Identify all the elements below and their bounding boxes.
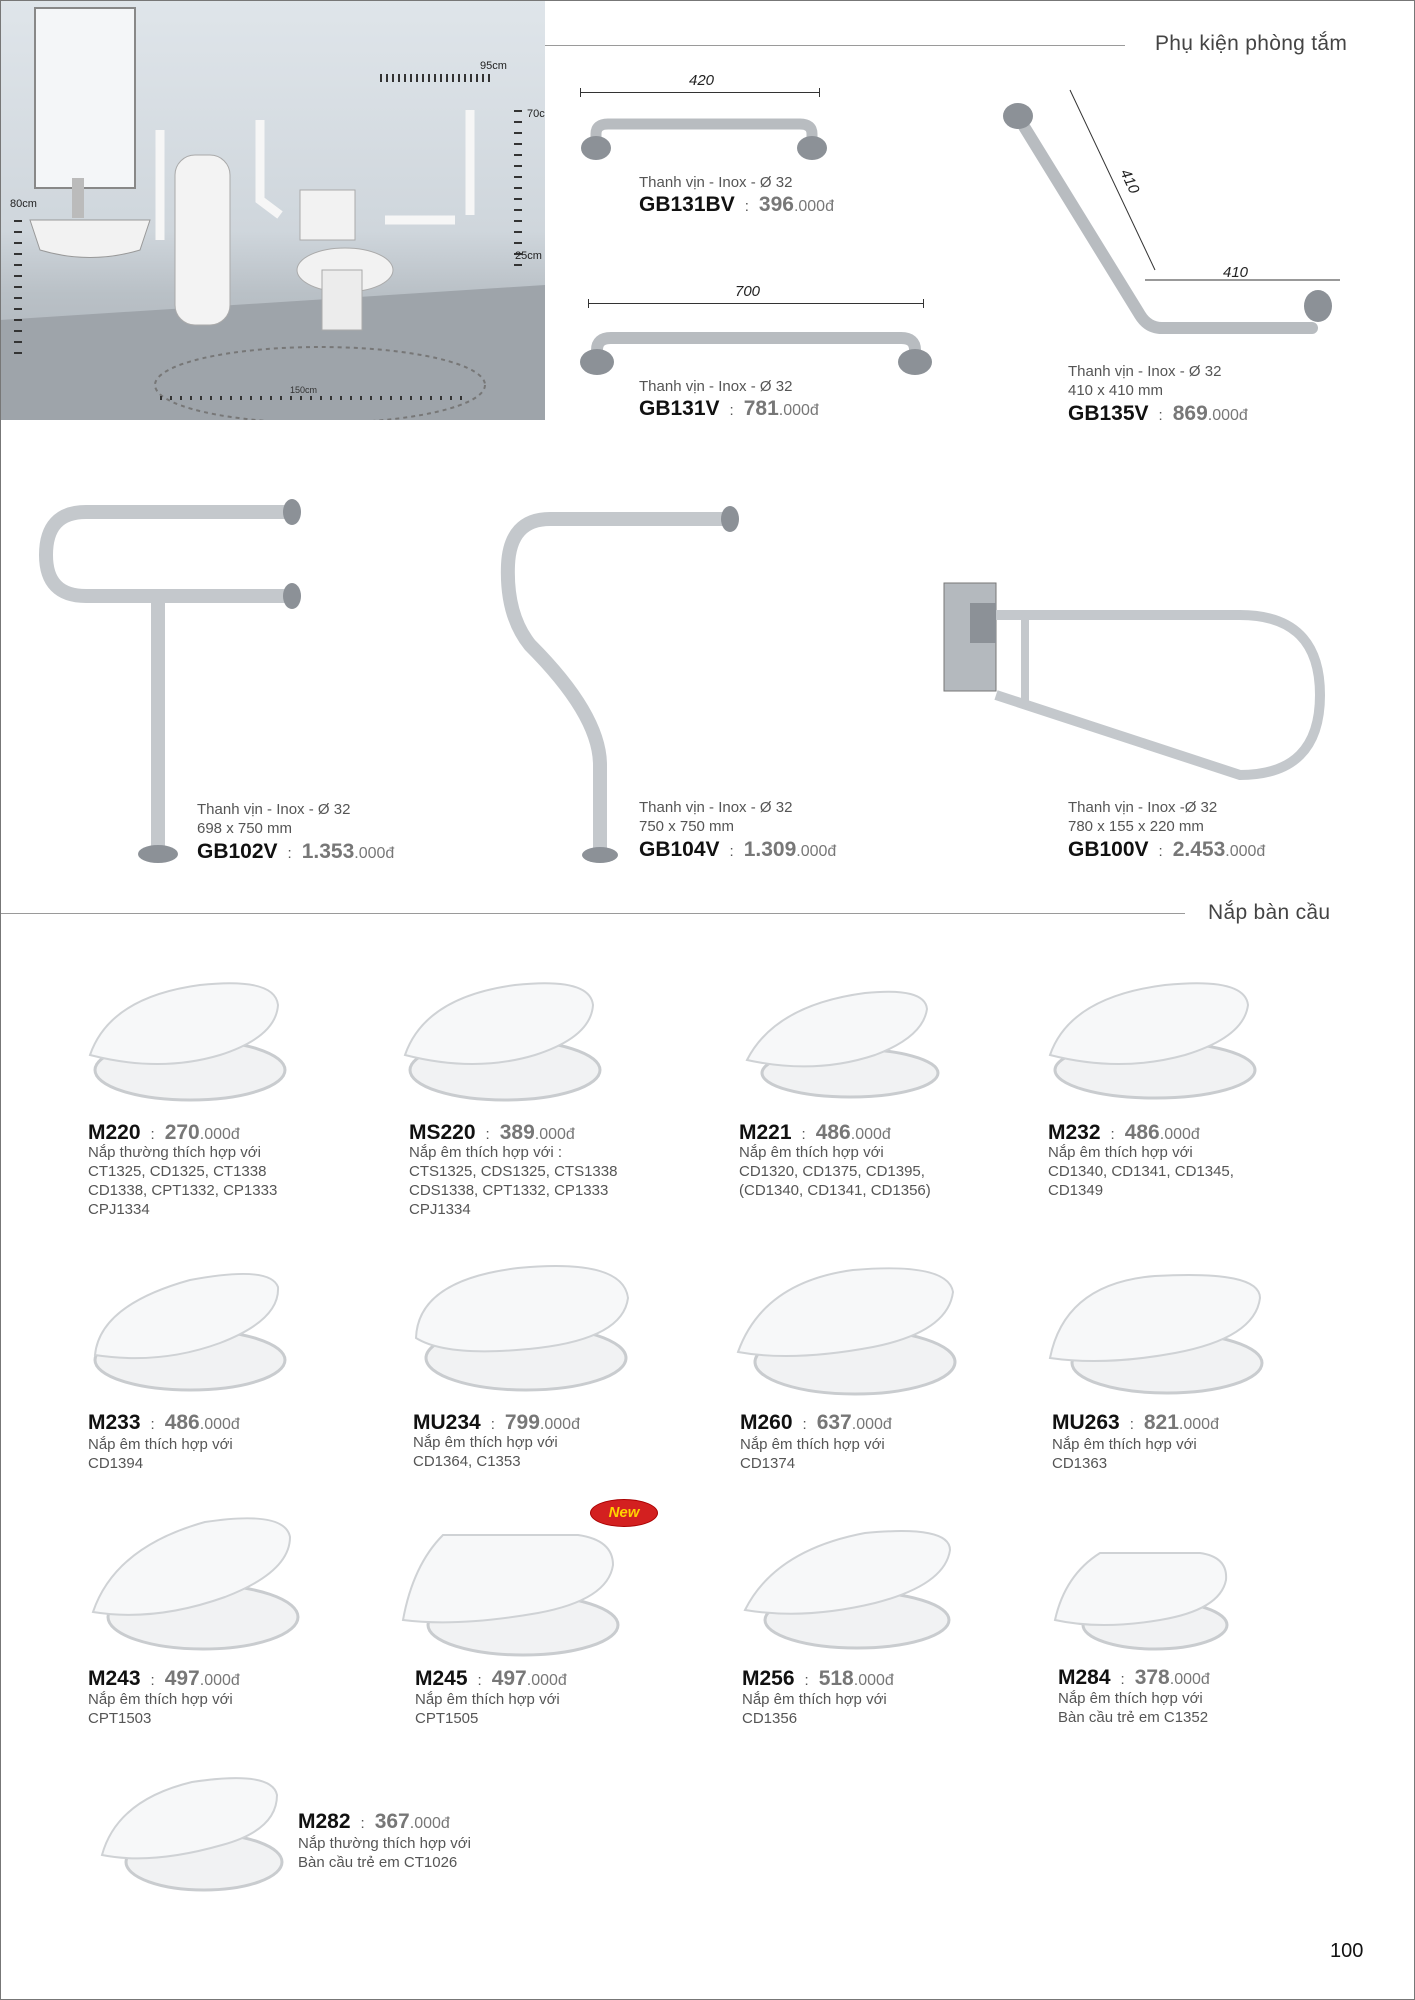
grab-bar-gb131bv-price-line [639,193,834,217]
separator: : [744,198,749,215]
dimension-line-420 [580,92,820,93]
product-code: MS220 [409,1121,476,1144]
desc-line: Nắp êm thích hợp với [88,1436,233,1453]
desc-line: CDS1338, CPT1332, CP1333 [409,1182,609,1199]
product-code: MU234 [413,1411,481,1434]
price-value: 2.453 [1172,838,1226,861]
seats-title-rule [0,913,1185,914]
seat-m245-image [398,1525,628,1665]
seat-m245-desc [415,1690,560,1728]
price-suffix: .000đ [1159,1126,1200,1143]
grab-bar-gb131v-image [575,322,937,382]
seat-m282-image [92,1770,287,1900]
separator: : [1120,1671,1125,1688]
desc-line: Nắp êm thích hợp với : [409,1144,563,1161]
separator: : [729,402,734,419]
seat-m282-desc [298,1834,471,1872]
price-value: 378 [1134,1666,1170,1689]
grab-bar-gb102v-price-line [197,840,394,864]
price-value: 497 [491,1667,527,1690]
separator: : [150,1416,155,1433]
price-suffix: .000đ [850,1126,891,1143]
price-value: 1.353 [301,840,355,863]
product-code: GB102V [197,840,278,863]
desc-line: Thanh vịn - Inox - Ø 32 [639,799,793,816]
separator: : [802,1416,807,1433]
desc-line: Nắp êm thích hợp với [1048,1144,1193,1161]
product-code: M284 [1058,1666,1111,1689]
price-value: 497 [164,1667,200,1690]
photo-label-150: 150cm [290,385,318,395]
product-code: M243 [88,1667,141,1690]
photo-label-70: 70c [527,108,545,120]
price-suffix: .000đ [534,1126,575,1143]
seat-m232-price-line [1048,1121,1200,1145]
separator: : [1110,1126,1115,1143]
price-value: 869 [1172,402,1208,425]
desc-line: CD1363 [1052,1455,1108,1472]
desc-line: CPJ1334 [409,1201,471,1218]
grab-bar-gb131v-price-line [639,397,819,421]
seat-m232-desc [1048,1143,1234,1200]
seat-m221-image [735,985,945,1105]
price-suffix: .000đ [1169,1671,1210,1688]
seat-ms220-price-line [409,1121,575,1145]
desc-line: Thanh vịn - Inox - Ø 32 [1068,363,1222,380]
seat-m284-desc [1058,1689,1208,1727]
separator: : [360,1815,365,1832]
price-value: 486 [164,1411,200,1434]
separator: : [287,845,292,862]
seat-m243-desc [88,1690,233,1728]
seat-ms220-image [395,975,605,1105]
price-suffix: .000đ [354,845,395,862]
price-suffix: .000đ [199,1416,240,1433]
seat-m260-desc [740,1435,885,1473]
price-value: 389 [499,1121,535,1144]
grab-bar-gb100v-image [940,575,1330,795]
product-code: GB135V [1068,402,1149,425]
seat-mu234-image [408,1258,638,1398]
desc-line: Thanh vịn - Inox -Ø 32 [1068,799,1218,816]
price-value: 396 [758,193,794,216]
accessories-section-title: Phụ kiện phòng tắm [1155,32,1348,55]
seat-mu234-price-line [413,1411,580,1435]
desc-line: CD1338, CPT1332, CP1333 [88,1182,278,1199]
seat-m221-price-line [739,1121,891,1145]
price-value: 1.309 [743,838,797,861]
price-suffix: .000đ [778,402,819,419]
bathroom-photo [0,0,545,420]
price-value: 518 [818,1667,854,1690]
price-value: 367 [374,1810,410,1833]
seat-m232-image [1040,975,1260,1105]
seat-m243-image [85,1512,305,1657]
separator: : [485,1126,490,1143]
grab-bar-gb135v-image [990,80,1350,350]
product-code: GB100V [1068,838,1149,861]
grab-bar-gb135v-price-line [1068,402,1248,426]
product-code: M256 [742,1667,795,1690]
price-value: 486 [815,1121,851,1144]
grab-bar-gb104v-desc [639,798,792,836]
desc-line: Nắp êm thích hợp với [739,1144,884,1161]
separator: : [477,1672,482,1689]
price-value: 821 [1143,1411,1179,1434]
seats-section-title: Nắp bàn cầu [1208,901,1331,924]
product-code: MU263 [1052,1411,1120,1434]
seat-m256-image [735,1525,960,1660]
desc-line: Thanh vịn - Inox - Ø 32 [639,174,793,191]
desc-line: CD1356 [742,1710,798,1727]
new-badge: New [590,1499,658,1527]
dimension-label-410-horizontal: 410 [1223,264,1249,281]
desc-line: Nắp êm thích hợp với [1052,1436,1197,1453]
desc-line: CTS1325, CDS1325, CTS1338 [409,1163,618,1180]
seat-mu263-image [1045,1268,1270,1403]
seat-mu263-desc [1052,1435,1197,1473]
desc-line: Thanh vịn - Inox - Ø 32 [639,378,793,395]
price-suffix: .000đ [199,1672,240,1689]
price-suffix: .000đ [409,1815,450,1832]
desc-line: CD1349 [1048,1182,1104,1199]
separator: : [729,843,734,860]
price-suffix: .000đ [796,843,837,860]
seat-mu263-price-line [1052,1411,1219,1435]
desc-line: CPT1505 [415,1710,479,1727]
desc-line: Nắp êm thích hợp với [413,1434,558,1451]
product-code: M233 [88,1411,141,1434]
grab-bar-gb100v-desc [1068,798,1217,836]
desc-line: CD1320, CD1375, CD1395, [739,1163,925,1180]
price-suffix: .000đ [526,1672,567,1689]
photo-label-25: 25cm [515,250,542,262]
desc-line: 750 x 750 mm [639,818,735,835]
separator: : [150,1672,155,1689]
page-number: 100 [1330,1940,1364,1962]
seat-m260-image [733,1262,963,1402]
seat-m260-price-line [740,1411,892,1435]
price-suffix: .000đ [1207,407,1248,424]
grab-bar-gb131bv-image [578,112,830,162]
price-suffix: .000đ [853,1672,894,1689]
grab-bar-gb131bv-desc [639,173,792,192]
seat-m282-price-line [298,1810,450,1834]
dimension-label-700: 700 [735,283,761,300]
product-code: GB131BV [639,193,735,216]
product-code: M221 [739,1121,792,1144]
dimension-label-420: 420 [689,72,715,89]
photo-label-95: 95cm [480,60,507,72]
seat-ms220-desc [409,1143,617,1219]
dimension-label-410-diagonal: 410 [1116,166,1143,197]
accessories-title-rule [545,45,1125,46]
product-code: GB104V [639,838,720,861]
product-code: M260 [740,1411,793,1434]
price-suffix: .000đ [851,1416,892,1433]
product-code: M232 [1048,1121,1101,1144]
desc-line: 780 x 155 x 220 mm [1068,818,1204,835]
seat-m221-desc [739,1143,931,1200]
separator: : [1158,407,1163,424]
seat-m233-image [80,1265,290,1395]
separator: : [801,1126,806,1143]
desc-line: Thanh vịn - Inox - Ø 32 [197,801,351,818]
seat-m220-image [80,975,290,1105]
desc-line: Bàn cầu trẻ em C1352 [1058,1709,1209,1726]
desc-line: CD1340, CD1341, CD1345, [1048,1163,1234,1180]
separator: : [150,1126,155,1143]
seat-m243-price-line [88,1667,240,1691]
price-suffix: .000đ [1178,1416,1219,1433]
price-suffix: .000đ [1225,843,1266,860]
desc-line: CD1364, C1353 [413,1453,521,1470]
desc-line: Nắp thường thích hợp với [88,1144,261,1161]
separator: : [804,1672,809,1689]
seat-m233-desc [88,1435,233,1473]
desc-line: CT1325, CD1325, CT1338 [88,1163,267,1180]
desc-line: Nắp êm thích hợp với [1058,1690,1203,1707]
desc-line: Nắp thường thích hợp với [298,1835,471,1852]
seat-m284-price-line [1058,1666,1210,1690]
desc-line: Nắp êm thích hợp với [740,1436,885,1453]
desc-line: Nắp êm thích hợp với [415,1691,560,1708]
separator: : [1129,1416,1134,1433]
desc-line: 410 x 410 mm [1068,382,1164,399]
grab-bar-gb104v-price-line [639,838,836,862]
seat-m233-price-line [88,1411,240,1435]
product-code: M220 [88,1121,141,1144]
grab-bar-gb131v-desc [639,377,792,396]
price-value: 781 [743,397,779,420]
desc-line: CD1374 [740,1455,796,1472]
desc-line: (CD1340, CD1341, CD1356) [739,1182,931,1199]
grab-bar-gb135v-desc [1068,362,1221,400]
seat-m245-price-line [415,1667,567,1691]
grab-bar-gb102v-desc [197,800,350,838]
product-code: M245 [415,1667,468,1690]
seat-mu234-desc [413,1433,558,1471]
price-suffix: .000đ [539,1416,580,1433]
photo-label-80: 80cm [10,198,37,210]
price-value: 486 [1124,1121,1160,1144]
price-value: 637 [816,1411,852,1434]
seat-m256-desc [742,1690,887,1728]
seat-m256-price-line [742,1667,894,1691]
seat-m220-desc [88,1143,277,1219]
desc-line: 698 x 750 mm [197,820,293,837]
desc-line: CPJ1334 [88,1201,150,1218]
price-value: 270 [164,1121,200,1144]
dimension-line-700 [588,303,924,304]
product-code: M282 [298,1810,351,1833]
price-suffix: .000đ [199,1126,240,1143]
price-value: 799 [504,1411,540,1434]
grab-bar-gb100v-price-line [1068,838,1265,862]
price-suffix: .000đ [793,198,834,215]
desc-line: Nắp êm thích hợp với [88,1691,233,1708]
seat-m284-image [1050,1545,1235,1660]
desc-line: CD1394 [88,1455,144,1472]
desc-line: Bàn cầu trẻ em CT1026 [298,1854,458,1871]
separator: : [490,1416,495,1433]
seat-m220-price-line [88,1121,240,1145]
separator: : [1158,843,1163,860]
product-code: GB131V [639,397,720,420]
desc-line: Nắp êm thích hợp với [742,1691,887,1708]
desc-line: CPT1503 [88,1710,152,1727]
